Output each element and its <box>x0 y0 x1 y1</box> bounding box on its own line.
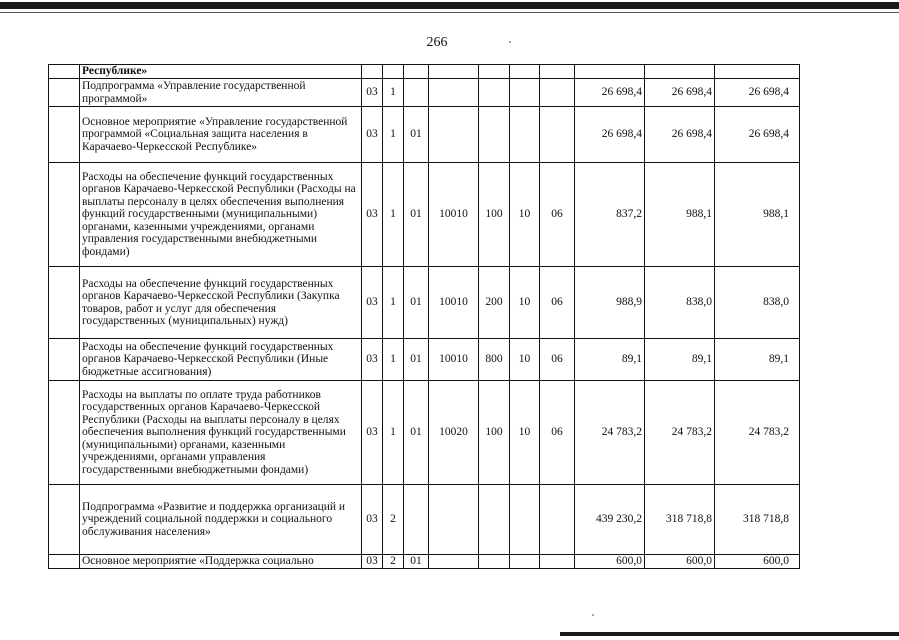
section-code-cell: 10 <box>510 163 540 267</box>
expense-type-code-cell: 100 <box>479 381 510 485</box>
subprogram-code-cell: 01 <box>404 555 429 569</box>
amount-year-1-cell: 988,9 <box>575 267 645 339</box>
direction-code-cell <box>429 65 479 79</box>
ministry-code-cell: 03 <box>362 555 383 569</box>
subprogram-code-cell <box>404 79 429 107</box>
subsection-code-cell <box>540 79 575 107</box>
program-code-cell: 1 <box>383 267 404 339</box>
row-number-cell <box>49 381 80 485</box>
amount-year-1-cell: 600,0 <box>575 555 645 569</box>
subprogram-code-cell: 01 <box>404 339 429 381</box>
section-code-cell: 10 <box>510 267 540 339</box>
amount-year-1-cell: 89,1 <box>575 339 645 381</box>
direction-code-cell: 10020 <box>429 381 479 485</box>
program-code-cell: 1 <box>383 107 404 163</box>
table-row <box>49 79 800 107</box>
subprogram-code-cell: 01 <box>404 267 429 339</box>
row-number-cell <box>49 339 80 381</box>
scan-top-line <box>0 12 899 13</box>
item-name-cell: Расходы на обеспечение функций государственных органов Карачаево-Черкесской Республики (Расходы на выплаты персоналу в целях обеспечения выполнения функций государственными (муниципальными) органами, казенными учреждениями, органами управления государственными внебюджетными фондами) <box>80 163 362 267</box>
subsection-code-cell: 06 <box>540 267 575 339</box>
subprogram-code-cell <box>404 485 429 555</box>
program-code-cell: 1 <box>383 163 404 267</box>
amount-year-3-cell <box>715 65 800 79</box>
program-code-cell <box>383 65 404 79</box>
row-number-cell <box>49 485 80 555</box>
table-row <box>49 339 800 381</box>
subprogram-code-cell <box>404 65 429 79</box>
item-name-cell: Основное мероприятие «Управление государственной программой «Социальная защита населения в Карачаево-Черкесской Республике» <box>80 107 362 163</box>
scan-speck <box>592 614 594 616</box>
amount-year-2-cell: 600,0 <box>645 555 715 569</box>
item-name-cell: Подпрограмма «Управление государственной программой» <box>80 79 362 107</box>
amount-year-2-cell: 26 698,4 <box>645 79 715 107</box>
ministry-code-cell <box>362 65 383 79</box>
expense-type-code-cell: 800 <box>479 339 510 381</box>
expense-type-code-cell <box>479 65 510 79</box>
direction-code-cell <box>429 79 479 107</box>
amount-year-3-cell: 26 698,4 <box>715 107 800 163</box>
amount-year-2-cell <box>645 65 715 79</box>
ministry-code-cell: 03 <box>362 107 383 163</box>
expense-type-code-cell: 200 <box>479 267 510 339</box>
section-code-cell: 10 <box>510 381 540 485</box>
scan-top-border <box>0 2 899 9</box>
subsection-code-cell <box>540 107 575 163</box>
item-name-cell: Республике» <box>80 65 362 79</box>
row-number-cell <box>49 555 80 569</box>
amount-year-3-cell: 600,0 <box>715 555 800 569</box>
ministry-code-cell: 03 <box>362 163 383 267</box>
amount-year-1-cell: 26 698,4 <box>575 107 645 163</box>
section-code-cell <box>510 555 540 569</box>
item-name-cell: Подпрограмма «Развитие и поддержка организаций и учреждений социальной поддержки и социального обслуживания населения» <box>80 485 362 555</box>
direction-code-cell <box>429 555 479 569</box>
row-number-cell <box>49 163 80 267</box>
ministry-code-cell: 03 <box>362 339 383 381</box>
table-row <box>49 163 800 267</box>
amount-year-3-cell: 89,1 <box>715 339 800 381</box>
amount-year-1-cell: 439 230,2 <box>575 485 645 555</box>
item-name-cell: Расходы на обеспечение функций государственных органов Карачаево-Черкесской Республики (Иные бюджетные ассигнования) <box>80 339 362 381</box>
amount-year-1-cell: 26 698,4 <box>575 79 645 107</box>
row-number-cell <box>49 65 80 79</box>
item-name-cell: Расходы на выплаты по оплате труда работников государственных органов Карачаево-Черкесской Республики (Расходы на выплаты персоналу в целях обеспечения выполнения функций государственными (муниципальными) органами, казенными учреждениями, органами управления государственными внебюджетными фондами) <box>80 381 362 485</box>
expense-type-code-cell <box>479 485 510 555</box>
program-code-cell: 2 <box>383 485 404 555</box>
program-code-cell: 1 <box>383 339 404 381</box>
scan-speck <box>509 41 511 43</box>
budget-table <box>48 64 800 569</box>
direction-code-cell: 10010 <box>429 163 479 267</box>
amount-year-2-cell: 89,1 <box>645 339 715 381</box>
amount-year-3-cell: 24 783,2 <box>715 381 800 485</box>
page-number: 266 <box>426 35 448 50</box>
direction-code-cell <box>429 485 479 555</box>
amount-year-3-cell: 318 718,8 <box>715 485 800 555</box>
row-number-cell <box>49 79 80 107</box>
section-code-cell <box>510 65 540 79</box>
direction-code-cell: 10010 <box>429 267 479 339</box>
subsection-code-cell <box>540 485 575 555</box>
table-row <box>49 107 800 163</box>
section-code-cell <box>510 79 540 107</box>
expense-type-code-cell <box>479 107 510 163</box>
expense-type-code-cell <box>479 555 510 569</box>
expense-type-code-cell: 100 <box>479 163 510 267</box>
program-code-cell: 1 <box>383 381 404 485</box>
amount-year-1-cell: 837,2 <box>575 163 645 267</box>
amount-year-3-cell: 838,0 <box>715 267 800 339</box>
table-row <box>49 65 800 79</box>
scan-bottom-border <box>560 632 899 636</box>
subprogram-code-cell: 01 <box>404 107 429 163</box>
section-code-cell: 10 <box>510 339 540 381</box>
direction-code-cell: 10010 <box>429 339 479 381</box>
subsection-code-cell <box>540 65 575 79</box>
subsection-code-cell: 06 <box>540 163 575 267</box>
item-name-cell: Расходы на обеспечение функций государственных органов Карачаево-Черкесской Республики (Закупка товаров, работ и услуг для обеспечения государственных (муниципальных) нужд) <box>80 267 362 339</box>
amount-year-1-cell <box>575 65 645 79</box>
subsection-code-cell: 06 <box>540 339 575 381</box>
ministry-code-cell: 03 <box>362 485 383 555</box>
subsection-code-cell: 06 <box>540 381 575 485</box>
table-row <box>49 555 800 569</box>
ministry-code-cell: 03 <box>362 79 383 107</box>
amount-year-1-cell: 24 783,2 <box>575 381 645 485</box>
subsection-code-cell <box>540 555 575 569</box>
ministry-code-cell: 03 <box>362 267 383 339</box>
section-code-cell <box>510 485 540 555</box>
program-code-cell: 1 <box>383 79 404 107</box>
amount-year-2-cell: 318 718,8 <box>645 485 715 555</box>
direction-code-cell <box>429 107 479 163</box>
table-row <box>49 381 800 485</box>
table-row <box>49 267 800 339</box>
amount-year-2-cell: 26 698,4 <box>645 107 715 163</box>
row-number-cell <box>49 267 80 339</box>
ministry-code-cell: 03 <box>362 381 383 485</box>
subprogram-code-cell: 01 <box>404 381 429 485</box>
amount-year-2-cell: 838,0 <box>645 267 715 339</box>
subprogram-code-cell: 01 <box>404 163 429 267</box>
amount-year-2-cell: 24 783,2 <box>645 381 715 485</box>
expense-type-code-cell <box>479 79 510 107</box>
section-code-cell <box>510 107 540 163</box>
item-name-cell: Основное мероприятие «Поддержка социально <box>80 555 362 569</box>
row-number-cell <box>49 107 80 163</box>
amount-year-3-cell: 26 698,4 <box>715 79 800 107</box>
amount-year-3-cell: 988,1 <box>715 163 800 267</box>
table-row <box>49 485 800 555</box>
program-code-cell: 2 <box>383 555 404 569</box>
amount-year-2-cell: 988,1 <box>645 163 715 267</box>
